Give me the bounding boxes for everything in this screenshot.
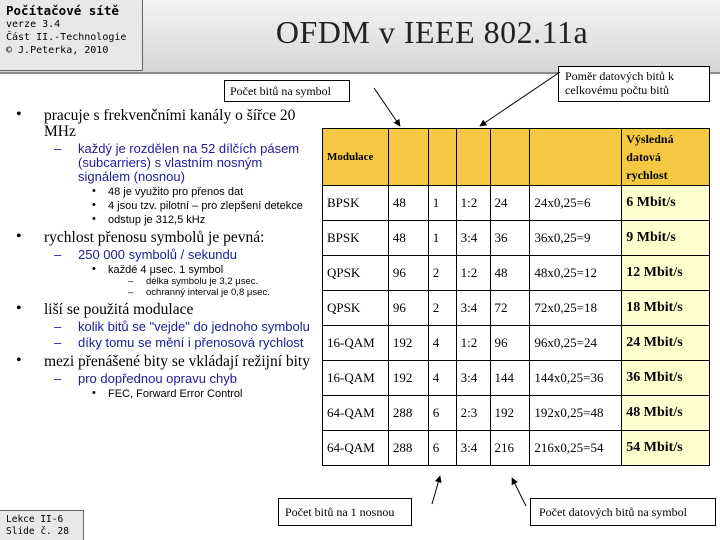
table-cell: 36x0,25=9 — [530, 221, 622, 256]
table-cell: 72 — [490, 291, 530, 326]
header-cell — [388, 129, 428, 186]
slide-number: Slide č. 28 — [6, 526, 69, 537]
table-row — [323, 396, 710, 431]
course-info-box — [0, 0, 143, 71]
sub-sub-bullet: • 4 jsou tzv. pilotní – pro zlepšení detekce — [92, 199, 303, 212]
bullet-dot-icon: • — [16, 300, 22, 317]
table-cell: 4 — [428, 326, 456, 361]
sub-bullet-symbols-per-second: – 250 000 symbolů / sekundu — [54, 247, 237, 262]
result-rate-cell: 6 Mbit/s — [622, 186, 710, 221]
lesson-number: Lekce II-6 — [6, 514, 64, 525]
bullet-dot-icon: • — [16, 352, 22, 369]
table-cell: 192x0,25=48 — [530, 396, 622, 431]
sub-bullet: – kolik bitů se "vejde" do jednoho symbolu — [54, 319, 310, 334]
bullet-modulation: • liší se použitá modulace — [16, 300, 194, 318]
table-cell: 3:4 — [456, 361, 490, 396]
table-cell: 96x0,25=24 — [530, 326, 622, 361]
table-cell: 288 — [388, 396, 428, 431]
sub-sub-bullet: • 48 je využito pro přenos dat — [92, 185, 244, 198]
table-cell: 64-QAM — [323, 396, 389, 431]
result-rate-cell: 9 Mbit/s — [622, 221, 710, 256]
callout-data-ratio: Poměr datových bitů k celkovému počtu bitů — [558, 66, 710, 102]
table-cell: 216 — [490, 431, 530, 466]
bullet-list — [14, 104, 314, 400]
result-rate-cell: 48 Mbit/s — [622, 396, 710, 431]
dash-icon: – — [128, 287, 134, 298]
table-cell: QPSK — [323, 291, 389, 326]
table-row — [323, 431, 710, 466]
dash-icon: – — [128, 276, 134, 287]
table-row — [323, 256, 710, 291]
bullet-dot-icon: • — [92, 387, 96, 399]
level4-bullet: – délka symbolu je 3,2 μsec. — [128, 276, 259, 287]
slide-title: OFDM v IEEE 802.11a — [275, 14, 589, 50]
bullet-dot-icon: • — [92, 199, 96, 211]
copyright-text: © J.Peterka, 2010 — [6, 45, 109, 56]
table-cell: 4 — [428, 361, 456, 396]
table-cell: 96 — [388, 291, 428, 326]
result-rate-cell: 24 Mbit/s — [622, 326, 710, 361]
sub-sub-bullet: • odstup je 312,5 kHz — [92, 213, 206, 226]
table-cell: BPSK — [323, 221, 389, 256]
header-cell-modulation: Modulace — [323, 129, 389, 186]
callout-data-bits-per-symbol: Počet datových bitů na symbol — [530, 498, 716, 526]
dash-icon: – — [54, 335, 62, 350]
table-row — [323, 221, 710, 256]
header-cell — [428, 129, 456, 186]
table-cell: 2 — [428, 291, 456, 326]
table-cell: 1:2 — [456, 186, 490, 221]
bullet-dot-icon: • — [92, 213, 96, 225]
table-cell: 144 — [490, 361, 530, 396]
result-rate-cell: 12 Mbit/s — [622, 256, 710, 291]
table-cell: 1:2 — [456, 256, 490, 291]
table-cell: 1 — [428, 186, 456, 221]
arrow-to-data-ratio — [480, 72, 560, 126]
table-cell: 64-QAM — [323, 431, 389, 466]
sub-bullet: – pro dopřednou opravu chyb — [54, 371, 238, 386]
table-cell: 72x0,25=18 — [530, 291, 622, 326]
table-row — [323, 186, 710, 221]
dash-icon: – — [54, 247, 62, 262]
bullet-dot-icon: • — [92, 263, 96, 275]
table-cell: 1 — [428, 221, 456, 256]
table-cell: 2:3 — [456, 396, 490, 431]
table-cell: 96 — [388, 256, 428, 291]
table-cell: 16-QAM — [323, 326, 389, 361]
bullet-dot-icon: • — [16, 228, 22, 245]
bullet-dot-icon: • — [92, 185, 96, 197]
sub-sub-bullet: • FEC, Forward Error Control — [92, 387, 243, 400]
table-cell: 192 — [388, 326, 428, 361]
table-row — [323, 361, 710, 396]
arrow-to-bits-per-carrier — [432, 476, 440, 504]
dash-icon: – — [54, 319, 62, 334]
table-cell: 48 — [388, 221, 428, 256]
table-cell: 3:4 — [456, 291, 490, 326]
table-cell: 6 — [428, 396, 456, 431]
header-cell-result-rate: Výsledná datová rychlost — [622, 129, 710, 186]
level4-bullet: – ochranný interval je 0,8 μsec. — [128, 287, 270, 298]
table-cell: 3:4 — [456, 221, 490, 256]
table-cell: 144x0,25=36 — [530, 361, 622, 396]
table-cell: 36 — [490, 221, 530, 256]
slide-footer — [0, 510, 84, 540]
dash-icon: – — [54, 371, 62, 386]
table-cell: 288 — [388, 431, 428, 466]
table-cell: 192 — [388, 361, 428, 396]
table-cell: 48 — [388, 186, 428, 221]
bullet-channels: • pracuje s frekvenčními kanály o šířce 20 MHz — [16, 106, 296, 140]
table-cell: 24 — [490, 186, 530, 221]
callout-bits-per-carrier: Počet bitů na 1 nosnou — [278, 498, 412, 526]
table-cell: QPSK — [323, 256, 389, 291]
table-row — [323, 291, 710, 326]
table-cell: 192 — [490, 396, 530, 431]
table-cell: BPSK — [323, 186, 389, 221]
header-cell — [456, 129, 490, 186]
callout-bits-per-symbol: Počet bitů na symbol — [224, 80, 350, 102]
table-row — [323, 326, 710, 361]
table-cell: 96 — [490, 326, 530, 361]
result-rate-cell: 54 Mbit/s — [622, 431, 710, 466]
course-name: Počítačové sítě — [6, 3, 119, 18]
bullet-dot-icon: • — [16, 106, 22, 123]
table-body — [323, 186, 710, 466]
table-cell: 6 — [428, 431, 456, 466]
dash-icon: – — [54, 141, 62, 156]
table-cell: 48x0,25=12 — [530, 256, 622, 291]
part-text: Část II.-Technologie — [6, 32, 127, 43]
sub-sub-bullet: • každé 4 μsec. 1 symbol — [92, 263, 224, 276]
header-cell — [530, 129, 622, 186]
bullet-symbol-rate: • rychlost přenosu symbolů je pevná: — [16, 228, 265, 246]
table-cell: 48 — [490, 256, 530, 291]
table-cell: 2 — [428, 256, 456, 291]
table-cell: 16-QAM — [323, 361, 389, 396]
sub-bullet-subcarriers: – každý je rozdělen na 52 dílčích pásem (subcarriers) s vlastním nosným signálem (nosnou) — [54, 141, 300, 184]
arrow-to-bits-per-symbol — [374, 88, 400, 126]
bullet-overhead-bits: • mezi přenášené bity se vkládají režijní bity — [16, 352, 310, 370]
table-cell: 3:4 — [456, 431, 490, 466]
table-cell: 24x0,25=6 — [530, 186, 622, 221]
table-cell: 1:2 — [456, 326, 490, 361]
header-cell — [490, 129, 530, 186]
arrow-to-data-bits-per-symbol — [512, 478, 526, 506]
sub-bullet: – díky tomu se mění i přenosová rychlost — [54, 335, 304, 350]
modulation-table — [322, 128, 710, 466]
table-header-row — [323, 129, 710, 186]
result-rate-cell: 36 Mbit/s — [622, 361, 710, 396]
version-text: verze 3.4 — [6, 19, 61, 30]
result-rate-cell: 18 Mbit/s — [622, 291, 710, 326]
table-cell: 216x0,25=54 — [530, 431, 622, 466]
